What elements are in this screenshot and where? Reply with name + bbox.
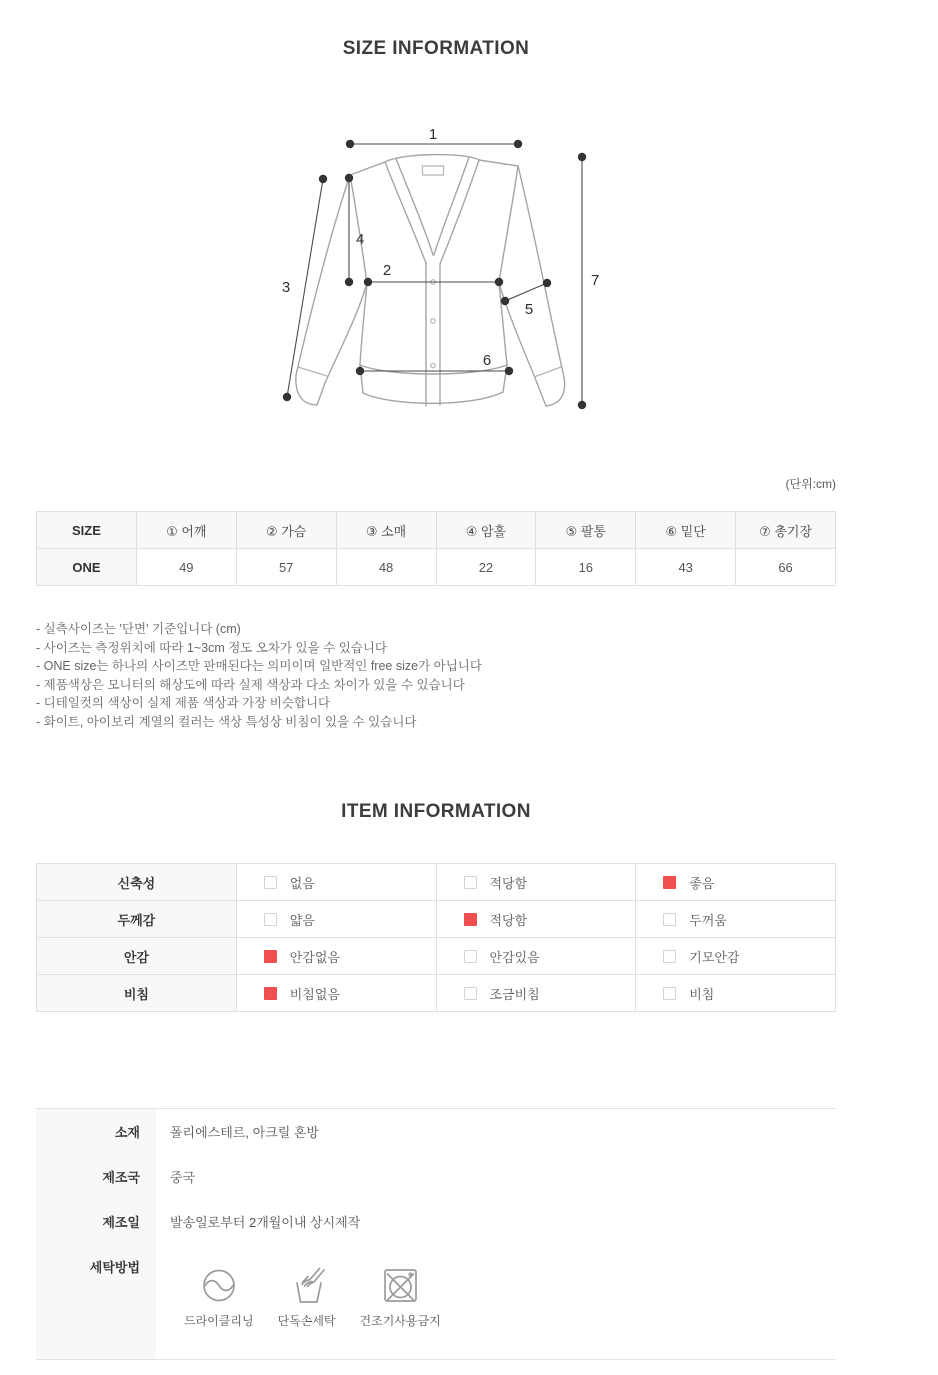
wash-method-label: 단독손세탁: [277, 1314, 336, 1328]
option-checkbox: [663, 950, 676, 963]
option-label: 적당함: [489, 875, 528, 891]
size-value-cell: 22: [436, 549, 536, 586]
option-checkbox: [264, 950, 277, 963]
item-option-cell: [436, 901, 636, 938]
size-value-cell: 43: [636, 549, 736, 586]
garment-measurement-diagram: [36, 115, 836, 445]
measure-line-3: [282, 175, 327, 401]
item-section-title: ITEM INFORMATION: [341, 801, 531, 822]
option-label: 조금비침: [489, 986, 540, 1002]
option-label: 적당함: [489, 912, 528, 928]
detail-value: 중국: [170, 1170, 196, 1185]
size-table-header-row: [37, 512, 836, 549]
size-section-title: SIZE INFORMATION: [342, 38, 530, 59]
item-option-cell: [636, 938, 836, 975]
item-option-cell: [236, 901, 436, 938]
item-option-cell: [436, 938, 636, 975]
option-checkbox: [464, 876, 477, 889]
item-row-label: 안감: [37, 938, 237, 975]
product-info-page: [36, 0, 836, 1360]
item-option-cell: [436, 864, 636, 901]
size-value-cell: 57: [236, 549, 336, 586]
size-value-cell: 66: [736, 549, 836, 586]
dry-clean-icon: [200, 1266, 238, 1304]
detail-label: 세탁방법: [36, 1244, 156, 1359]
size-table: [36, 511, 836, 586]
option-checkbox: [264, 987, 277, 1000]
item-option-cell: [636, 901, 836, 938]
size-note: - 사이즈는 측정위치에 따라 1~3cm 정도 오차가 있을 수 있습니다: [36, 640, 388, 655]
size-note: - 디테일컷의 색상이 실제 제품 색상과 가장 비슷합니다: [36, 696, 331, 710]
size-table-value-row: [37, 549, 836, 586]
option-label: 얇음: [289, 912, 315, 928]
option-label: 안감있음: [489, 949, 540, 965]
detail-label: 제조일: [36, 1199, 156, 1244]
wash-method-label: 건조기사용금지: [359, 1314, 441, 1328]
product-detail-table: [36, 1108, 836, 1360]
item-row-label: 비침: [37, 975, 237, 1012]
measure-label-1: 1: [428, 126, 438, 143]
size-col-header: SIZE: [37, 512, 137, 549]
wash-method-hand-wash: [278, 1266, 336, 1329]
size-col-header: ⑥ 밑단: [636, 512, 736, 549]
wash-method-no-tumble-dry: [360, 1266, 441, 1329]
no-tumble-dry-icon: [381, 1266, 419, 1304]
option-label: 비침: [689, 986, 715, 1002]
size-note: - ONE size는 하나의 사이즈만 판매된다는 의미이며 일반적인 free size가 아닙니다: [36, 659, 482, 673]
item-row-stretch: [37, 864, 836, 901]
item-option-cell: [236, 938, 436, 975]
measure-label-2: 2: [382, 262, 392, 279]
size-note: - 제품색상은 모니터의 해상도에 따라 실제 색상과 다소 차이가 있을 수 있습니다: [36, 677, 465, 692]
measure-label-6: 6: [482, 352, 492, 369]
measure-label-5: 5: [524, 301, 534, 318]
option-label: 좋음: [689, 875, 715, 891]
detail-value: 발송일로부터 2개월이내 상시제작: [170, 1215, 361, 1230]
measure-line-1: [346, 126, 522, 148]
option-checkbox: [663, 987, 676, 1000]
measure-line-7: [578, 153, 600, 409]
size-col-header: ⑦ 총기장: [736, 512, 836, 549]
option-checkbox: [663, 876, 676, 889]
size-value-cell: 48: [336, 549, 436, 586]
option-checkbox: [464, 987, 477, 1000]
measure-label-3: 3: [281, 279, 291, 296]
item-option-cell: [236, 864, 436, 901]
item-row-lining: [37, 938, 836, 975]
size-value-cell: 16: [536, 549, 636, 586]
size-col-header: ④ 암홀: [436, 512, 536, 549]
option-checkbox: [264, 913, 277, 926]
size-row-label: ONE: [37, 549, 137, 586]
measure-label-4: 4: [356, 231, 365, 248]
detail-label: 제조국: [36, 1154, 156, 1199]
detail-row-country: [36, 1154, 836, 1199]
detail-value: 폴리에스테르, 아크릴 혼방: [170, 1125, 319, 1140]
option-label: 두꺼움: [689, 912, 727, 928]
cardigan-outline: [296, 155, 565, 406]
item-row-label: 두께감: [37, 901, 237, 938]
unit-label: (단위:cm): [785, 477, 836, 491]
wash-method-dry-clean: [184, 1266, 254, 1329]
item-option-cell: [436, 975, 636, 1012]
detail-row-wash: [36, 1244, 836, 1359]
size-note: - 실측사이즈는 '단면' 기준입니다 (cm): [36, 622, 241, 636]
option-checkbox: [464, 913, 477, 926]
item-row-sheerness: [37, 975, 836, 1012]
option-checkbox: [663, 913, 676, 926]
item-row-thickness: [37, 901, 836, 938]
wash-method-label: 드라이클리닝: [184, 1314, 254, 1328]
cardigan-diagram-svg: [230, 115, 642, 445]
detail-label: 소재: [36, 1109, 156, 1154]
size-note: - 화이트, 아이보리 계열의 컬러는 색상 특성상 비침이 있을 수 있습니다: [36, 714, 417, 729]
measure-line-4: [345, 174, 365, 286]
detail-row-production: [36, 1199, 836, 1244]
measure-label-7: 7: [591, 272, 600, 289]
hand-wash-icon: [288, 1266, 326, 1304]
size-col-header: ⑤ 팔통: [536, 512, 636, 549]
option-label: 없음: [289, 875, 315, 891]
size-notes: [36, 620, 836, 731]
wash-methods: [156, 1244, 441, 1359]
option-checkbox: [464, 950, 477, 963]
item-option-cell: [636, 864, 836, 901]
option-label: 기모안감: [689, 949, 740, 965]
size-col-header: ③ 소매: [336, 512, 436, 549]
size-value-cell: 49: [136, 549, 236, 586]
option-label: 안감없음: [289, 949, 340, 965]
option-checkbox: [264, 876, 277, 889]
size-col-header: ② 가슴: [236, 512, 336, 549]
item-option-cell: [636, 975, 836, 1012]
detail-row-material: [36, 1109, 836, 1154]
item-option-cell: [236, 975, 436, 1012]
size-col-header: ① 어깨: [136, 512, 236, 549]
item-row-label: 신축성: [37, 864, 237, 901]
item-attributes-table: [36, 863, 836, 1012]
measure-line-2: [364, 262, 503, 286]
option-label: 비침없음: [289, 986, 340, 1002]
